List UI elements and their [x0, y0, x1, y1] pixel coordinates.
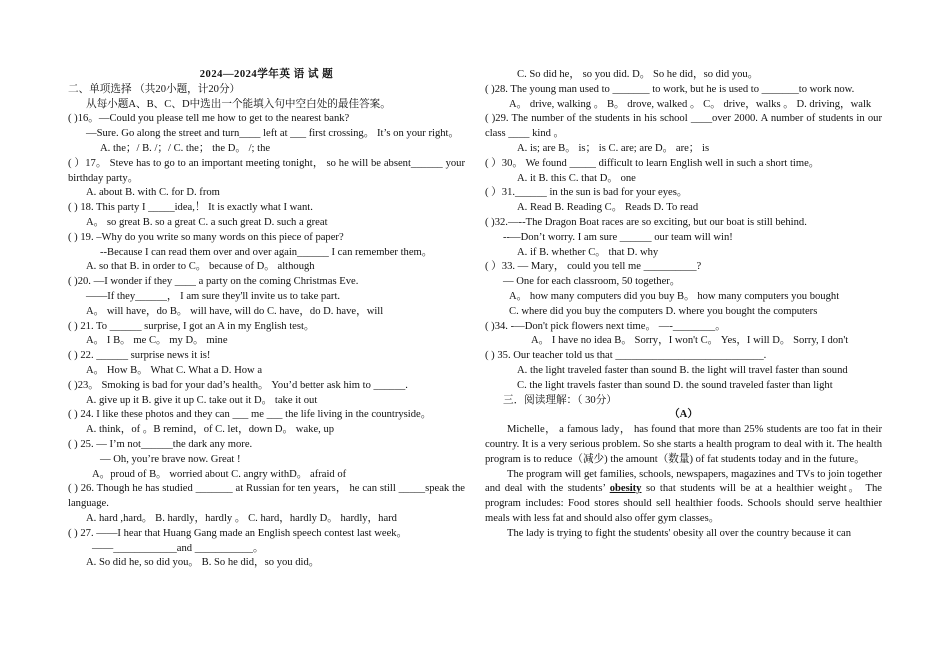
question-line: C. where did you buy the computers D. where you bought the computers: [509, 305, 818, 317]
question-line: ( ) 22. ______ surprise news it is!: [68, 350, 211, 362]
question-line: A。proud of B。 worried about C. angry withD。 afraid of: [92, 468, 347, 480]
section-heading: 二、单项选择 （共20小题，计20分）: [68, 83, 241, 95]
question-line: A. if B. whether C。 that D. why: [517, 246, 659, 258]
passage-text: so that students will be at a healthier weight。 The program includes: Food stores should sell healthier foods. Schools should serve healthier meals with less fat and should also offer gym classes。: [485, 483, 882, 524]
question-line: A。 How B。 What C. What a D. How a: [86, 364, 263, 376]
question-line: ( ) 26. Though he has studied _______ at Russian for ten years， he can still _____speak the language.: [68, 483, 465, 510]
question-line: A。 drive, walking 。 B。 drove, walked 。 C。 drive，walks 。 D. driving，walk: [509, 98, 872, 110]
question-line: A. give up it B. give it up C. take out it D。 take it out: [86, 394, 318, 406]
question-line: --Because I can read them over and over again______ I can remember them。: [100, 246, 433, 258]
question-line: ( )20. —I wonder if they ____ a party on the coming Christmas Eve.: [68, 276, 359, 288]
question-line: A. about B. with C. for D. from: [86, 187, 220, 199]
question-line: C. So did he， so you did. D。 So he did，so did you。: [517, 69, 759, 80]
question-line: ( ）33. — Mary， could you tell me __________?: [485, 261, 702, 273]
question-line: ( )34. -—Don't pick flowers next time。 —-________。: [485, 320, 726, 332]
question-line: A. Read B. Reading C。 Reads D. To read: [517, 202, 699, 214]
question-line: A。 so great B. so a great C. a such great D. such a great: [86, 216, 328, 228]
question-line: ( ) 21. To ______ surprise, I got an A in my English test。: [68, 320, 315, 332]
question-line: ( )16。—Could you please tell me how to get to the nearest bank?: [68, 113, 350, 125]
question-line: ( )28. The young man used to _______ to work, but he is used to _______to work now.: [485, 83, 855, 95]
passage-keyword: obesity: [609, 483, 642, 495]
question-line: A. it B. this C. that D。 one: [517, 172, 636, 184]
right-column: [485, 68, 882, 542]
question-line: ( )32.—--The Dragon Boat races are so exciting, but our boat is still behind.: [485, 216, 807, 228]
question-line: — Oh, you’re brave now. Great !: [100, 453, 241, 465]
question-line: C. the light travels faster than sound D. the sound traveled faster than light: [517, 379, 833, 391]
question-line: ( ) 25. — I’m not______the dark any more.: [68, 438, 253, 450]
question-line: ( )23。 Smoking is bad for your dad’s health。 You’d better ask him to ______.: [68, 379, 408, 391]
question-line: — One for each classroom, 50 together。: [503, 276, 681, 288]
question-line: A. think，of 。B remind，of C. let，down D。 wake, up: [86, 424, 335, 436]
question-line: A。 will have，do B。 will have, will do C. have，do D. have，will: [86, 305, 384, 317]
left-question-list: [68, 112, 465, 571]
question-line: A. hard ,hard。 B. hardly，hardly 。 C. hard，hardly D。 hardly，hard: [86, 512, 397, 524]
question-line: ( ) 24. I like these photos and they can ___ me ___ the life living in the countryside。: [68, 409, 432, 421]
passage-paragraph: [485, 468, 882, 527]
question-line: ——If they______， I am sure they'll invite us to take part.: [86, 290, 341, 302]
question-line: ( ）30。 We found _____ difficult to learn English well in such a short time。: [485, 157, 820, 169]
question-line: A. So did he, so did you。 B. So he did，so you did。: [86, 557, 320, 569]
question-line: A. is; are B。 is； is C. are; are D。 are； is: [517, 142, 710, 154]
passage-text: The program will get families, schools, newspapers, magazines and TVs to join together and deal with the students’: [485, 468, 882, 495]
question-line: ( )29. The number of the students in his school ____over 2000. A number of students in our class ____ kind 。: [485, 113, 882, 140]
question-line: ( ) 27. ——I hear that Huang Gang made an English speech contest last week。: [68, 527, 408, 539]
question-line: A. the；/ B. /；/ C. the； the D。 /; the: [100, 142, 271, 154]
passage-label: （A）: [669, 409, 698, 421]
passage-paragraph: Michelle， a famous lady， has found that more than 25% students are too fat in their country. It is a very serious problem. So she starts a health program to deal with it. The health program is to reduce（减少) the amount（数量) of fat students today and in the future。: [485, 424, 882, 465]
question-line: ——____________and ___________。: [92, 542, 264, 554]
question-line: ( ) 19. –Why do you write so many words on this piece of paper?: [68, 231, 344, 243]
question-line: A。 how many computers did you buy B。 how many computers you bought: [509, 290, 840, 302]
question-line: --—Don’t worry. I am sure ______ our team will win!: [503, 231, 733, 243]
question-line: ( ）17。 Steve has to go to an important meeting tonight， so he will be absent______ your birthday party。: [68, 157, 465, 184]
left-column: [68, 68, 465, 571]
question-line: ( ) 18. This party I _____idea,！ It is exactly what I want.: [68, 202, 313, 214]
passage-paragraph: The lady is trying to fight the students' obesity all over the country because it can: [507, 527, 852, 539]
question-line: A。 I B。 me C。 my D。 mine: [86, 335, 228, 347]
question-line: A. so that B. in order to C。 because of D。 although: [86, 261, 315, 273]
question-line: A. the light traveled faster than sound B. the light will travel faster than sound: [517, 364, 848, 376]
question-line: —Sure. Go along the street and turn____ left at ___ first crossing。 It’s on your right。: [86, 128, 460, 140]
page-title: 2024—2024学年英 语 试 题: [199, 69, 334, 80]
question-line: ( ）31.______ in the sun is bad for your eyes。: [485, 187, 688, 199]
section-instruction: 从每小题A、B、C、D中选出一个能填入句中空白处的最佳答案。: [86, 98, 391, 110]
reading-section-heading: 三．阅读理解：（ 30分）: [503, 394, 617, 406]
question-line: ( ) 35. Our teacher told us that ____________________________.: [485, 350, 767, 362]
question-line: A。 I have no idea B。 Sorry，I won't C。 Yes，I will D。 Sorry, I don't: [531, 335, 849, 347]
right-question-list: [485, 68, 882, 394]
